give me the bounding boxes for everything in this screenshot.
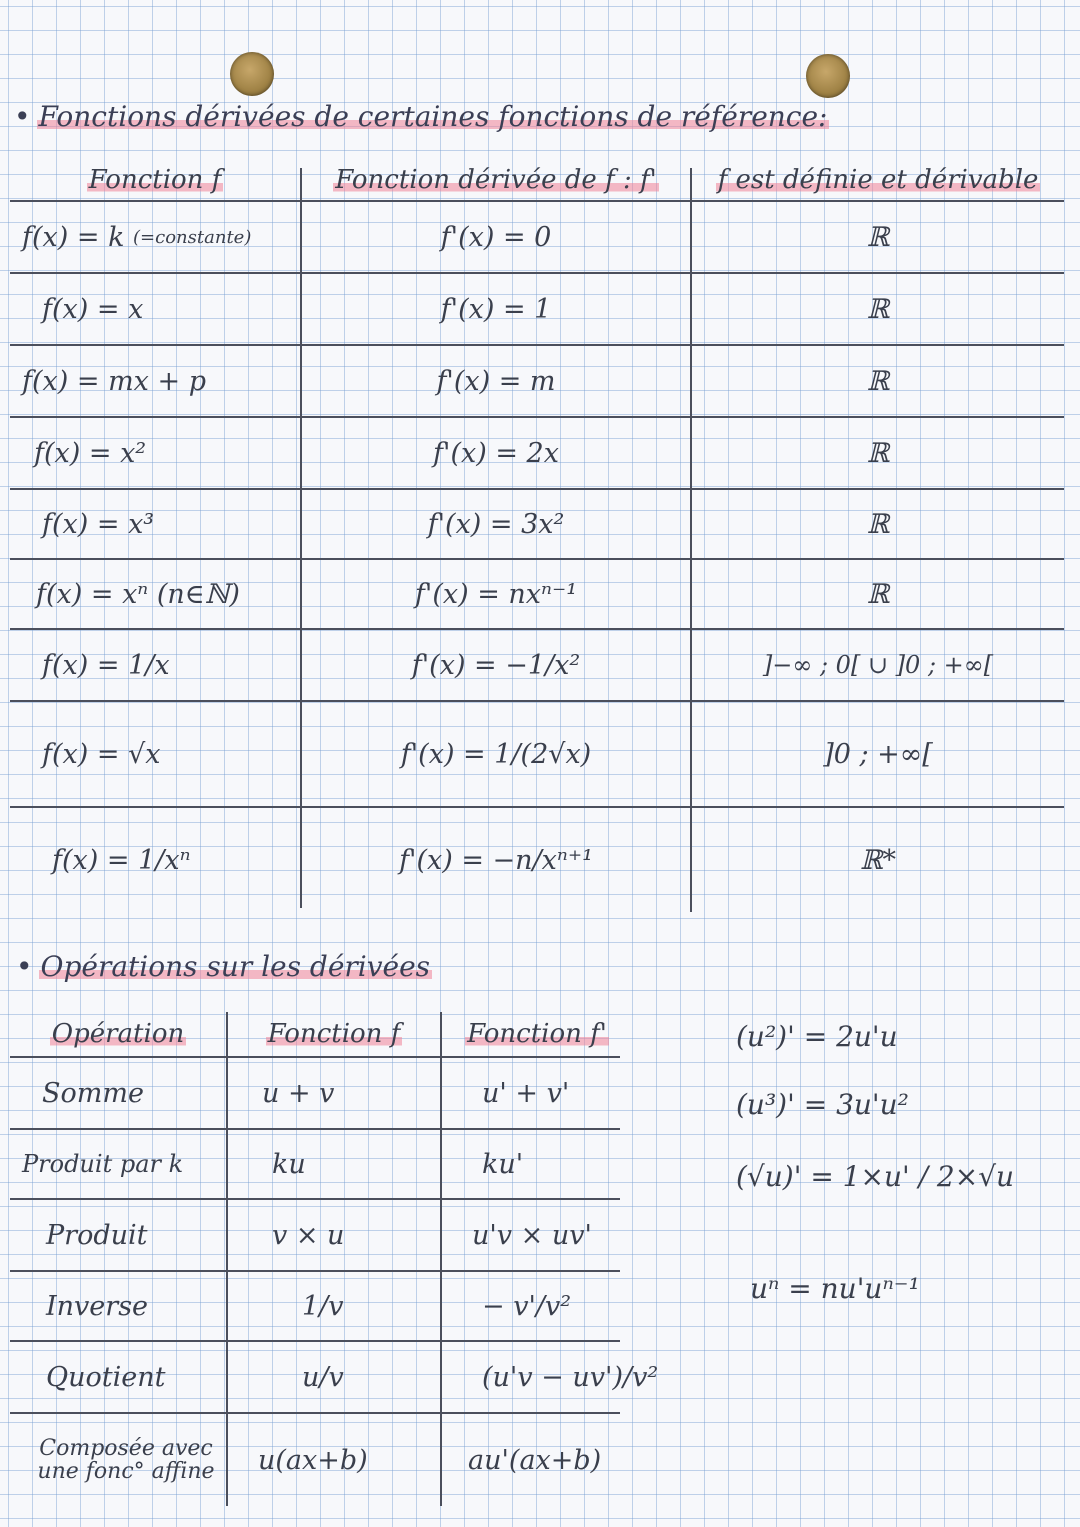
table-cell-derivative: (u'v − uv')/v² bbox=[482, 1361, 659, 1393]
table-cell-function: f(x) = 1/xⁿ bbox=[52, 844, 191, 876]
table-cell-operation: Produit bbox=[46, 1219, 148, 1251]
column-header-operation: Opération bbox=[51, 1019, 185, 1049]
table-cell-derivative: f'(x) = −n/xⁿ⁺¹ bbox=[399, 844, 593, 876]
table-cell-derivative: f'(x) = nxⁿ⁻¹ bbox=[414, 578, 578, 610]
table-cell-function: f(x) = x³ bbox=[42, 508, 155, 540]
table-cell-operation: Quotient bbox=[46, 1361, 166, 1393]
column-header-function: Fonction f bbox=[88, 165, 222, 195]
table-cell-derivative: u' + v' bbox=[482, 1077, 570, 1109]
table-cell-function: f(x) = √x bbox=[42, 738, 161, 770]
table-cell-derivative: au'(ax+b) bbox=[468, 1444, 602, 1476]
binder-hole bbox=[806, 54, 850, 98]
table-cell-function: ku bbox=[272, 1148, 306, 1180]
column-header-domain: f est définie et dérivable bbox=[717, 165, 1039, 195]
table-cell-domain: ℝ bbox=[866, 578, 890, 610]
table-cell-function: u(ax+b) bbox=[258, 1444, 368, 1476]
table-cell-function: f(x) = x² bbox=[34, 437, 147, 469]
table-cell-domain: ℝ bbox=[866, 221, 890, 253]
column-header-derivative: Fonction dérivée de f : f' bbox=[335, 165, 657, 195]
table-cell-operation: Composée avec une fonc° affine bbox=[37, 1435, 215, 1484]
table-cell-function: v × u bbox=[272, 1219, 345, 1251]
table-cell-function: u/v bbox=[302, 1361, 344, 1393]
table-cell-derivative: f'(x) = 1/(2√x) bbox=[400, 738, 592, 770]
table-cell-domain: ℝ* bbox=[860, 844, 896, 876]
binder-hole bbox=[230, 52, 274, 96]
table-cell-domain: ]−∞ ; 0[ ∪ ]0 ; +∞[ bbox=[762, 651, 994, 679]
section-heading-derivatives: • Fonctions dérivées de certaines fonctions de référence: bbox=[14, 100, 828, 133]
table-cell-function: u + v bbox=[262, 1077, 335, 1109]
side-formula: (u²)' = 2u'u bbox=[736, 1020, 898, 1053]
side-formula: (√u)' = 1×u' / 2×√u bbox=[736, 1160, 1015, 1193]
table-cell-derivative: f'(x) = m bbox=[436, 365, 556, 397]
table-cell-derivative: u'v × uv' bbox=[472, 1219, 592, 1251]
table-cell-domain: ℝ bbox=[866, 293, 890, 325]
bullet-icon: • bbox=[14, 100, 31, 133]
table-cell-operation: Somme bbox=[42, 1077, 144, 1109]
table-cell-derivative: f'(x) = −1/x² bbox=[411, 649, 581, 681]
side-formula: (u³)' = 3u'u² bbox=[736, 1088, 909, 1121]
table-cell-function: f(x) = x bbox=[42, 293, 144, 325]
table-cell-derivative: f'(x) = 3x² bbox=[427, 508, 565, 540]
bullet-icon: • bbox=[16, 950, 33, 983]
table-cell-operation: Produit par k bbox=[22, 1150, 184, 1178]
table-cell-derivative: ku' bbox=[482, 1148, 524, 1180]
table-cell-function: 1/v bbox=[302, 1290, 344, 1322]
table-cell-function: f(x) = k (=constante) bbox=[22, 221, 252, 253]
column-header-derivative: Fonction f' bbox=[467, 1019, 607, 1049]
section-heading-operations: • Opérations sur les dérivées bbox=[16, 950, 431, 983]
table-cell-domain: ℝ bbox=[866, 437, 890, 469]
table-cell-domain: ℝ bbox=[866, 508, 890, 540]
table-cell-derivative: f'(x) = 2x bbox=[433, 437, 559, 469]
table-cell-domain: ]0 ; +∞[ bbox=[823, 738, 933, 770]
table-cell-domain: ℝ bbox=[866, 365, 890, 397]
table-cell-operation: Inverse bbox=[46, 1290, 149, 1322]
table-cell-derivative: − v'/v² bbox=[482, 1290, 572, 1322]
table-cell-function: f(x) = xⁿ (n∈ℕ) bbox=[36, 578, 240, 610]
table-cell-derivative: f'(x) = 1 bbox=[440, 293, 552, 325]
table-cell-function: f(x) = 1/x bbox=[42, 649, 170, 681]
column-header-function: Fonction f bbox=[267, 1019, 401, 1049]
table-cell-derivative: f'(x) = 0 bbox=[440, 221, 552, 253]
side-formula: uⁿ = nu'uⁿ⁻¹ bbox=[750, 1272, 920, 1305]
table-cell-function: f(x) = mx + p bbox=[22, 365, 206, 397]
